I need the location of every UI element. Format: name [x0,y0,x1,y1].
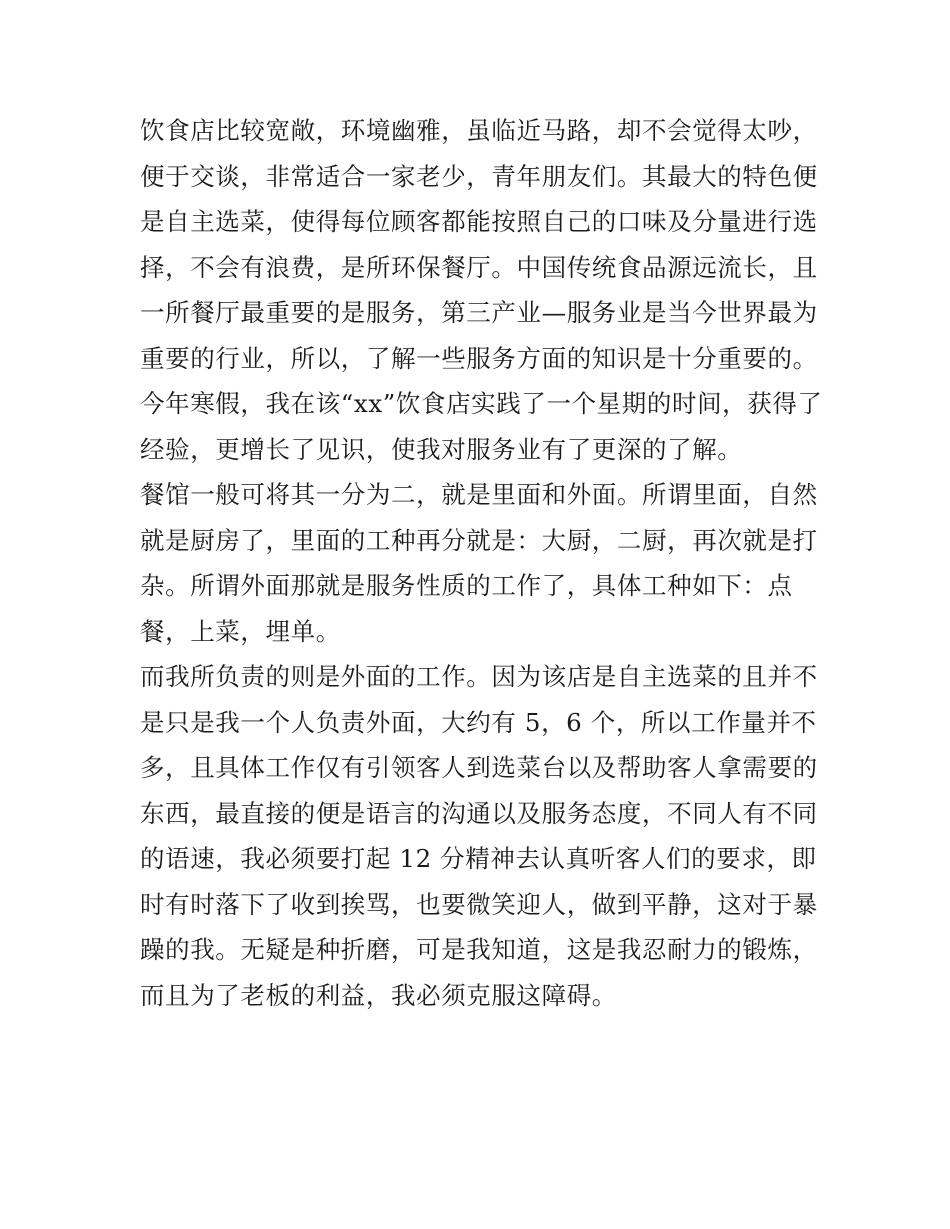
text-line: 的语速，我必须要打起 12 分精神去认真听客人们的要求，即 [140,844,817,873]
text-line: 而我所负责的则是外面的工作。因为该店是自主选菜的且并不 [140,662,818,691]
text-line: 多，且具体工作仅有引领客人到选菜台以及帮助客人拿需要的 [140,753,818,782]
text-line: 东西，最直接的便是语言的沟通以及服务态度，不同人有不同 [140,798,818,828]
text-line: 一所餐厅最重要的是服务，第三产业—服务业是当今世界最为 [140,298,818,327]
text-line: 就是厨房了，里面的工种再分就是：大厨，二厨，再次就是打 [140,525,818,555]
paragraph-2 [140,472,820,654]
text-line: 便于交谈，非常适合一家老少，青年朋友们。其最大的特色便 [140,161,818,191]
document-body [140,108,823,1018]
text-line: 重要的行业，所以，了解一些服务方面的知识是十分重要的。 [140,343,818,373]
text-line: 杂。所谓外面那就是服务性质的工作了，具体工种如下：点 [140,571,793,600]
text-line: 经验，更增长了见识，使我对服务业有了更深的了解。 [140,434,743,464]
text-line: 餐馆一般可将其一分为二，就是里面和外面。所谓里面，自然 [140,480,818,509]
text-line: 择，不会有浪费，是所环保餐厅。中国传统食品源远流长，且 [140,252,818,282]
text-line: 时有时落下了收到挨骂，也要微笑迎人，做到平静，这对于暴 [140,889,818,919]
text-line: 饮食店比较宽敞，环境幽雅，虽临近马路，却不会觉得太吵， [140,116,818,145]
paragraph-3 [140,654,820,1018]
text-line: 餐，上菜，埋单。 [140,616,341,646]
text-line: 是只是我一个人负责外面，大约有 5，6 个，所以工作量并不 [140,707,817,737]
text-line: 是自主选菜，使得每位顾客都能按照自己的口味及分量进行选 [140,207,818,236]
text-line: 今年寒假，我在该“xx”饮食店实践了一个星期的时间，获得了 [140,389,823,418]
paragraph-1 [140,108,823,472]
text-line: 躁的我。无疑是种折磨，可是我知道，这是我忍耐力的锻炼， [140,935,818,964]
text-line: 而且为了老板的利益，我必须克服这障碍。 [140,980,617,1010]
